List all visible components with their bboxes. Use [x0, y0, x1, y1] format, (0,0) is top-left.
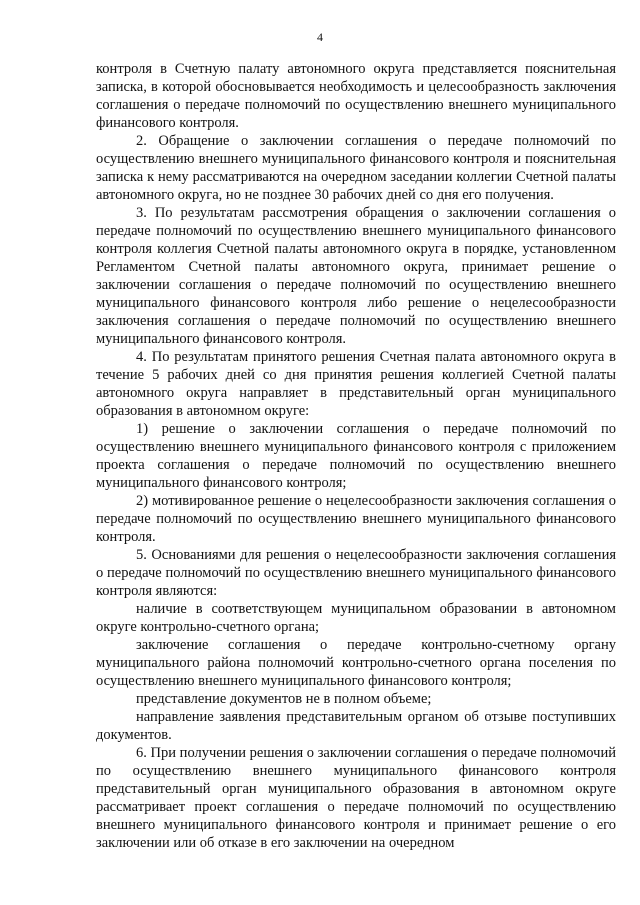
ground-4: направление заявления представительным органом об отзыве поступивших документов. — [96, 709, 616, 743]
subitem-4-2: 2) мотивированное решение о нецелесообразности заключения соглашения о передаче полномочий по осуществлению внешнего муниципального финансового контроля. — [96, 493, 616, 545]
ground-2: заключение соглашения о передаче контрольно-счетному органу муниципального района полномочий контрольно-счетного органа поселения по осуществлению внешнего муниципального финансового контроля; — [96, 637, 616, 689]
paragraph-item-5: 5. Основаниями для решения о нецелесообразности заключения соглашения о передаче полномочий по осуществлению внешнего муниципального финансового контроля являются: — [96, 547, 616, 599]
paragraph-item-3: 3. По результатам рассмотрения обращения о заключении соглашения о передаче полномочий по осуществлению внешнего муниципального финансового контроля коллегия Счетной палаты автономного округа в порядке, установленном Регламентом Счетной палаты автономного округа, принимает решение о заключении соглашения о передаче полномочий по осуществлению внешнего муниципального финансового контроля либо решение о нецелесообразности заключения соглашения о передаче полномочий по осуществлению внешнего муниципального финансового контроля. — [96, 205, 616, 347]
subitem-4-1: 1) решение о заключении соглашения о передаче полномочий по осуществлению внешнего муниципального финансового контроля с приложением проекта соглашения о передаче полномочий по осуществлению внешнего муниципального финансового контроля; — [96, 421, 616, 491]
paragraph-continuation: контроля в Счетную палату автономного округа представляется пояснительная записка, в которой обосновывается необходимость и целесообразность заключения соглашения о передаче полномочий по осуществлению внешнего муниципального финансового контроля. — [96, 61, 616, 131]
paragraph-item-2: 2. Обращение о заключении соглашения о передаче полномочий по осуществлению внешнего муниципального финансового контроля и пояснительная записка к нему рассматриваются на очередном заседании коллегии Счетной палаты автономного округа, но не позднее 30 рабочих дней со дня его получения. — [96, 133, 616, 203]
paragraph-item-4: 4. По результатам принятого решения Счетная палата автономного округа в течение 5 рабочих дней со дня принятия решения коллегией Счетной палаты автономного округа направляет в представительный орган муниципального образования в автономном округе: — [96, 349, 616, 419]
paragraph-item-6: 6. При получении решения о заключении соглашения о передаче полномочий по осуществлению внешнего муниципального финансового контроля представительный орган муниципального образования в автономном округе рассматривает проект соглашения о передаче полномочий по осуществлению внешнего муниципального финансового контроля и принимает решение о его заключении или об отказе в его заключении на очередном — [96, 745, 616, 851]
ground-3: представление документов не в полном объеме; — [136, 691, 432, 707]
page-number: 4 — [317, 30, 323, 44]
document-body — [96, 60, 616, 852]
ground-1: наличие в соответствующем муниципальном образовании в автономном округе контрольно-счетного органа; — [96, 601, 616, 635]
